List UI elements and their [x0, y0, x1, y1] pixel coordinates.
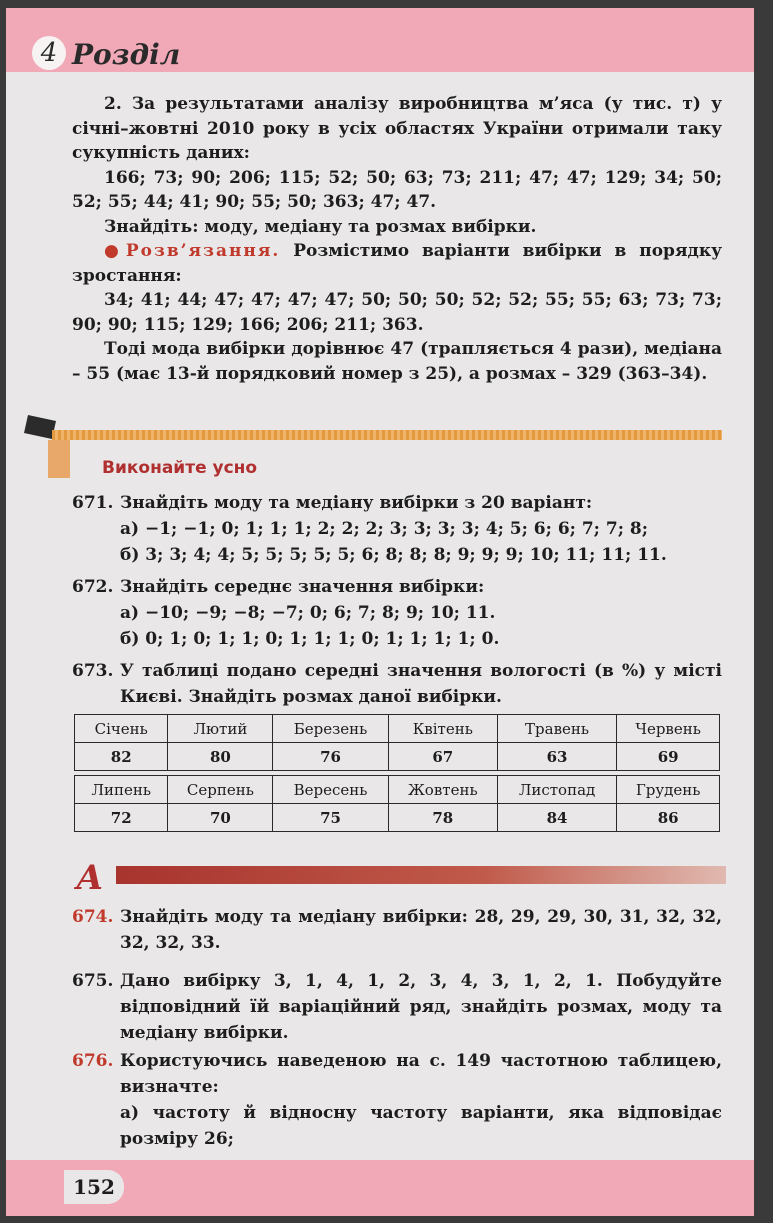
exercise-part-a: а) −10; −9; −8; −7; 0; 6; 7; 8; 9; 10; 11. [120, 603, 496, 623]
level-a-bar [116, 866, 726, 884]
table-cell: 75 [273, 804, 388, 832]
exercise-part-b: б) 0; 1; 0; 1; 1; 0; 1; 1; 1; 0; 1; 1; 1; 1; 0. [120, 629, 500, 649]
exercise-text: Знайдіть моду та медіану вибірки з 20 варіант: [120, 493, 593, 513]
table-cell: Листопад [497, 776, 616, 804]
exercise-673 [72, 658, 722, 710]
exercise-part-b: б) 3; 3; 4; 4; 5; 5; 5; 5; 5; 6; 8; 8; 8; 9; 9; 9; 10; 11; 11; 11. [120, 545, 667, 565]
table-cell: Жовтень [388, 776, 497, 804]
table-cell: Серпень [168, 776, 273, 804]
exercise-676 [72, 1048, 722, 1152]
table-row [75, 804, 720, 832]
table-cell: Квітень [388, 715, 497, 743]
exercise-675 [72, 968, 722, 1046]
exercise-674 [72, 904, 722, 956]
exercise-part-a: а) частоту й відносну частоту варіанти, яка відповідає розміру 26; [120, 1103, 722, 1149]
problem-2-data: 166; 73; 90; 206; 115; 52; 50; 63; 73; 211; 47; 47; 129; 34; 50; 52; 55; 44; 41; 90; 55; 50; 363; 47; 47. [72, 167, 722, 212]
exercise-671 [72, 490, 722, 568]
exercise-text: У таблиці подано середні значення вологості (в %) у місті Києві. Знайдіть розмах даної вибірки. [120, 661, 722, 707]
table-cell: 72 [75, 804, 168, 832]
chapter-title: Розділ [72, 38, 181, 71]
table-row [75, 776, 720, 804]
exercise-number: 675. [72, 971, 114, 991]
table-cell: 63 [497, 743, 616, 771]
exercise-text: Знайдіть моду та медіану вибірки: 28, 29, 29, 30, 31, 32, 32, 32, 32, 33. [120, 907, 722, 953]
textbook-page [6, 8, 754, 1216]
table-cell: 84 [497, 804, 616, 832]
table-cell: Червень [617, 715, 720, 743]
solution-label: Розв’язання. [125, 241, 281, 261]
problem-2 [72, 92, 722, 386]
table-cell: Липень [75, 776, 168, 804]
problem-2-statement: 2. За результатами аналізу виробництва м’яса (у тис. т) у січні–жовтні 2010 року в усіх областях України отримали таку сукупність даних: [72, 94, 722, 163]
table-cell: Вересень [273, 776, 388, 804]
table-cell: 78 [388, 804, 497, 832]
problem-2-sorted: 34; 41; 44; 47; 47; 47; 47; 50; 50; 50; 52; 52; 55; 55; 63; 73; 73; 90; 90; 115; 129; 166; 206; 211; 363. [72, 290, 722, 335]
exercise-text: Дано вибірку 3, 1, 4, 1, 2, 3, 4, 3, 1, 2, 1. Побудуйте відповідний їй варіаційний ряд, знайдіть розмах, моду та медіану вибірки. [120, 971, 722, 1043]
exercise-number: 674. [72, 907, 114, 927]
table-cell: 67 [388, 743, 497, 771]
table-cell: 70 [168, 804, 273, 832]
exercise-text: Знайдіть середнє значення вибірки: [120, 577, 485, 597]
table-cell: Березень [273, 715, 388, 743]
page-number: 152 [64, 1170, 124, 1204]
problem-2-task: Знайдіть: моду, медіану та розмах вибірки. [104, 216, 537, 237]
table-cell: 69 [617, 743, 720, 771]
exercise-number: 671. [72, 493, 114, 513]
problem-2-conclusion: Тоді мода вибірки дорівнює 47 (трапляється 4 рази), медіана – 55 (має 13-й порядковий номер з 25), а розмах – 329 (363–34). [72, 339, 722, 384]
bullet-icon: ● [104, 241, 126, 261]
table-cell: 76 [273, 743, 388, 771]
table-cell: Грудень [617, 776, 720, 804]
chapter-number: 4 [32, 36, 66, 70]
exercise-number: 672. [72, 577, 114, 597]
humidity-table [74, 714, 720, 832]
table-cell: 82 [75, 743, 168, 771]
table-cell: Травень [497, 715, 616, 743]
table-cell: 80 [168, 743, 273, 771]
exercise-number: 676. [72, 1051, 114, 1071]
oral-section-title: Виконайте усно [102, 458, 258, 478]
problem-2-solution [72, 239, 722, 288]
section-divider [52, 430, 722, 440]
table-cell: Січень [75, 715, 168, 743]
table-cell: 86 [617, 804, 720, 832]
exercise-part-a: а) −1; −1; 0; 1; 1; 1; 2; 2; 2; 3; 3; 3; 3; 4; 5; 6; 6; 7; 7; 8; [120, 519, 648, 539]
level-a-marker: А [76, 858, 104, 898]
exercise-number: 673. [72, 661, 114, 681]
exercise-text: Користуючись наведеною на с. 149 частотною таблицею, визначте: [120, 1051, 722, 1097]
exercise-672 [72, 574, 722, 652]
section-tab [48, 440, 70, 478]
table-cell: Лютий [168, 715, 273, 743]
table-row [75, 715, 720, 743]
solution-text: Розмістимо варіанти вибірки в порядку зростання: [72, 241, 722, 286]
table-row [75, 743, 720, 771]
